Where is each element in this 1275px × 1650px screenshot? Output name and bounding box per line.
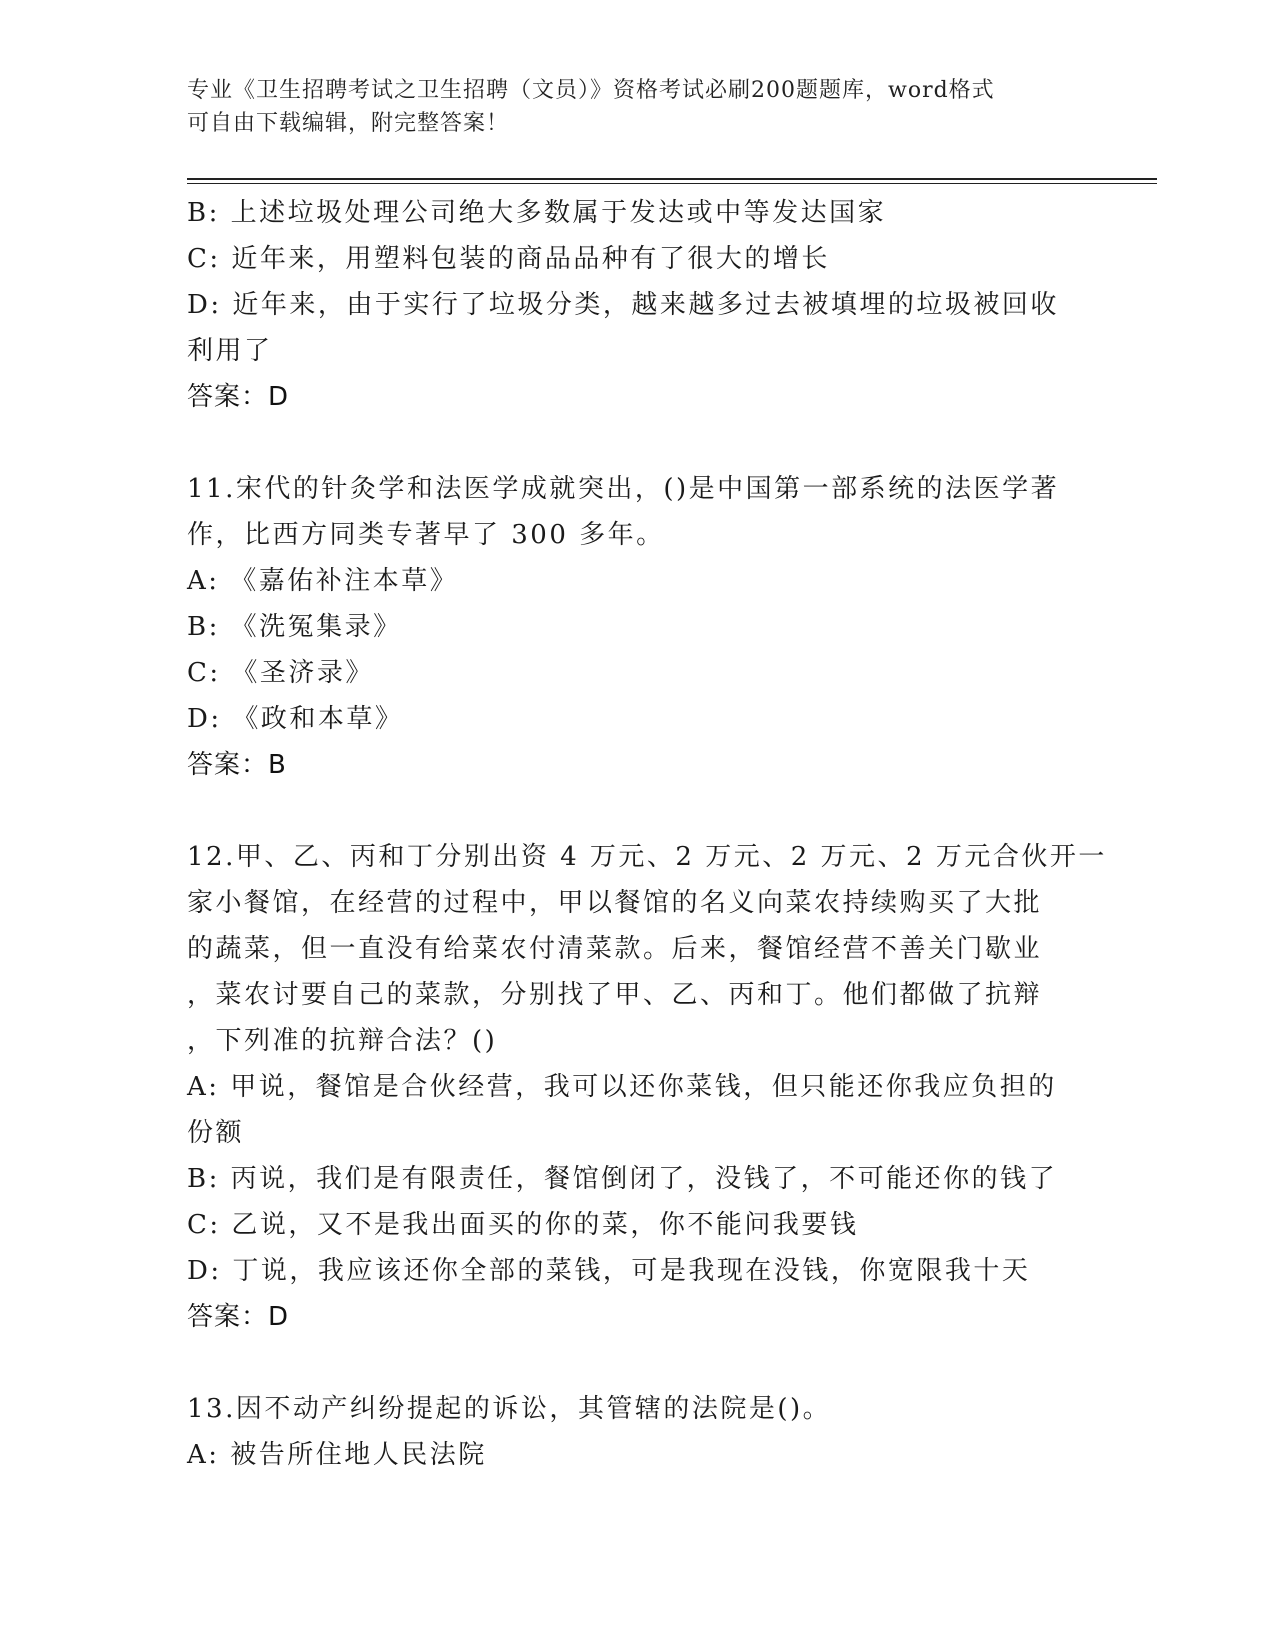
document-body [187, 190, 1107, 1478]
option-b: B: 丙说，我们是有限责任，餐馆倒闭了，没钱了，不可能还你的钱了 [187, 1164, 1058, 1194]
question-stem-continued: ，下列准的抗辩合法？() [187, 1026, 498, 1056]
option-a-continued: 份额 [187, 1118, 245, 1148]
option-a: A: 甲说，餐馆是合伙经营，我可以还你菜钱，但只能还你我应负担的 [187, 1072, 1057, 1102]
document-header [187, 74, 1067, 140]
option-b: B: 上述垃圾处理公司绝大多数属于发达或中等发达国家 [187, 198, 887, 228]
header-divider-thick [187, 178, 1157, 180]
spacer [187, 1340, 1087, 1386]
option-a: A: 《嘉佑补注本草》 [187, 566, 459, 596]
question-stem: 13.因不动产纠纷提起的诉讼，其管辖的法院是()。 [187, 1394, 832, 1424]
header-divider-thin [187, 183, 1157, 184]
answer: 答案：D [187, 1302, 290, 1332]
option-a: A: 被告所住地人民法院 [187, 1440, 487, 1470]
option-c: C: 《圣济录》 [187, 658, 374, 688]
option-d-continued: 利用了 [187, 336, 273, 366]
question-12 [187, 834, 1107, 1340]
spacer [187, 420, 1087, 466]
option-c: C: 乙说，又不是我出面买的你的菜，你不能问我要钱 [187, 1210, 859, 1240]
option-b: B: 《洗冤集录》 [187, 612, 402, 642]
header-title-line-2: 可自由下载编辑，附完整答案！ [187, 111, 510, 136]
question-stem-continued: 的蔬菜，但一直没有给菜农付清菜款。后来，餐馆经营不善关门歇业 [187, 934, 1043, 964]
question-11 [187, 466, 1087, 788]
question-stem-continued: ，菜农讨要自己的菜款，分别找了甲、乙、丙和丁。他们都做了抗辩 [187, 980, 1043, 1010]
option-c: C: 近年来，用塑料包装的商品品种有了很大的增长 [187, 244, 830, 274]
option-d: D: 丁说，我应该还你全部的菜钱，可是我现在没钱，你宽限我十天 [187, 1256, 1031, 1286]
question-stem: 12.甲、乙、丙和丁分别出资 4 万元、2 万元、2 万元、2 万元合伙开一 [187, 842, 1107, 872]
question-stem-continued: 作，比西方同类专著早了 300 多年。 [187, 520, 665, 550]
question-stem-continued: 家小餐馆，在经营的过程中，甲以餐馆的名义向菜农持续购买了大批 [187, 888, 1043, 918]
answer: 答案：B [187, 750, 287, 780]
option-d: D: 《政和本草》 [187, 704, 404, 734]
header-title-line-1: 专业《卫生招聘考试之卫生招聘（文员）》资格考试必刷200题题库，word格式 [187, 78, 995, 103]
answer: 答案：D [187, 382, 290, 412]
spacer [187, 788, 1087, 834]
question-10-continued [187, 190, 1087, 420]
question-stem: 11.宋代的针灸学和法医学成就突出，()是中国第一部系统的法医学著 [187, 474, 1060, 504]
question-13 [187, 1386, 1087, 1478]
option-d: D: 近年来，由于实行了垃圾分类，越来越多过去被填埋的垃圾被回收 [187, 290, 1059, 320]
